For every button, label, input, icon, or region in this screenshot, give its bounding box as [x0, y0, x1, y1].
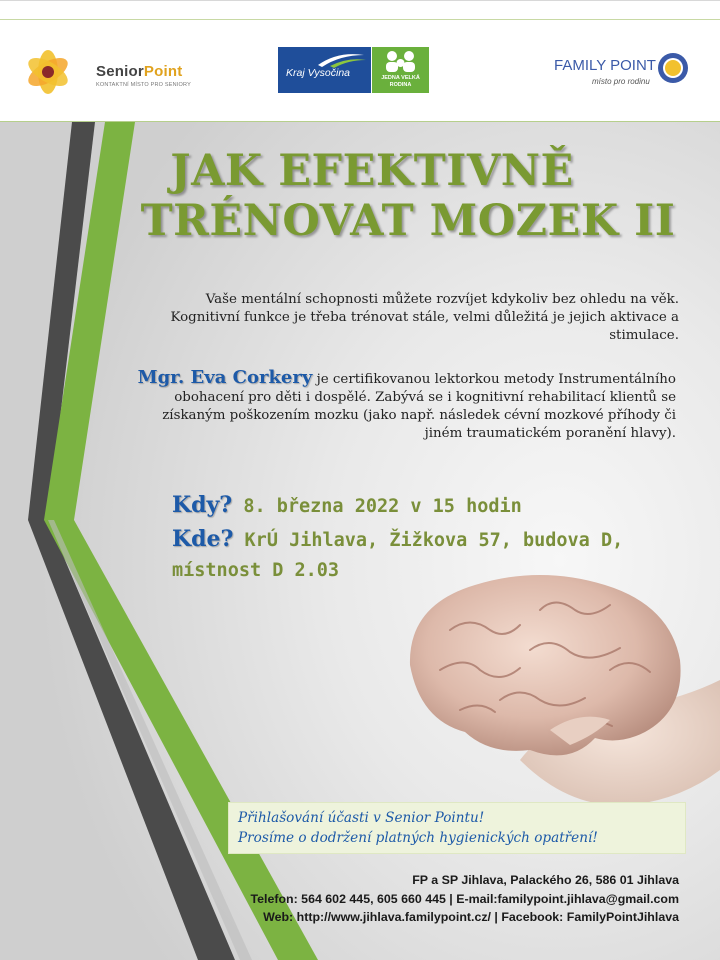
title-line-1: JAK EFEKTIVNĚ — [170, 146, 574, 196]
swoosh-icon — [278, 49, 371, 69]
header-divider — [0, 19, 720, 20]
jedna-velka-rodina-line2: RODINA — [389, 82, 412, 88]
senior-point-name-part2: Point — [143, 63, 183, 80]
header-logo-bar — [0, 0, 720, 122]
senior-point-subtitle: KONTAKTNÍ MÍSTO PRO SENIORY — [96, 82, 191, 88]
flower-icon — [6, 35, 90, 105]
stripe-light-edge — [48, 520, 252, 960]
event-where-value: KrÚ Jihlava, Žižkova 57, budova D, — [233, 530, 624, 551]
family-icon — [372, 47, 429, 75]
kraj-vysocina-logo — [278, 47, 429, 93]
speaker-paragraph — [134, 369, 676, 443]
event-when-label: Kdy? — [172, 492, 233, 518]
family-point-name: FAMILY POINT — [554, 57, 656, 74]
notice-line-2: Prosíme o dodržení platných hygienických opatření! — [238, 830, 598, 846]
notice-line-1: Přihlašování účasti v Senior Pointu! — [238, 810, 485, 826]
family-point-subtitle: místo pro rodinu — [592, 77, 650, 86]
registration-notice — [228, 802, 686, 854]
jedna-velka-rodina-line1: JEDNA VELKÁ — [381, 75, 420, 81]
footer-web: Web: http://www.jihlava.familypoint.cz/ | Facebook: FamilyPointJihlava — [263, 910, 679, 924]
senior-point-name — [96, 63, 182, 80]
footer-address: FP a SP Jihlava, Palackého 26, 586 01 Jihlava — [412, 873, 679, 887]
event-where — [172, 526, 623, 552]
event-where-room: místnost D 2.03 — [172, 560, 340, 581]
event-where-label: Kde? — [172, 526, 234, 552]
kraj-vysocina-name: Kraj Vysočina — [286, 67, 351, 79]
event-when-value: 8. března 2022 v 15 hodin — [232, 496, 522, 517]
family-point-logo — [548, 51, 698, 101]
senior-point-logo — [6, 39, 216, 109]
stripe-dark-bottom — [28, 520, 235, 960]
footer-contact: Telefon: 564 602 445, 605 660 445 | E-mail:familypoint.jihlava@gmail.com — [250, 892, 679, 906]
sun-icon — [656, 51, 690, 85]
event-when — [172, 492, 522, 518]
senior-point-name-part1: Senior — [96, 63, 144, 80]
kraj-vysocina-panel — [278, 47, 371, 93]
jedna-velka-rodina-panel — [372, 47, 429, 93]
speaker-name: Mgr. Eva Corkery — [137, 367, 313, 388]
brain-in-hand-illustration — [380, 560, 720, 810]
speaker-bio: je certifikovanou lektorkou metody Instrumentálního obohacení pro děti i dospělé. Zabývá se i kognitivní rehabilitací klientů se získaným poškozením mozku (jako např. následek cévní mozkové příhody či jiném traumatickém poranění hlavy). — [162, 372, 676, 441]
intro-paragraph: Vaše mentální schopnosti můžete rozvíjet kdykoliv bez ohledu na věk. Kognitivní funkce je třeba trénovat stále, velmi důležitá je jejich aktivace a stimulace. — [170, 292, 679, 343]
title-line-2: TRÉNOVAT MOZEK II — [140, 196, 676, 246]
